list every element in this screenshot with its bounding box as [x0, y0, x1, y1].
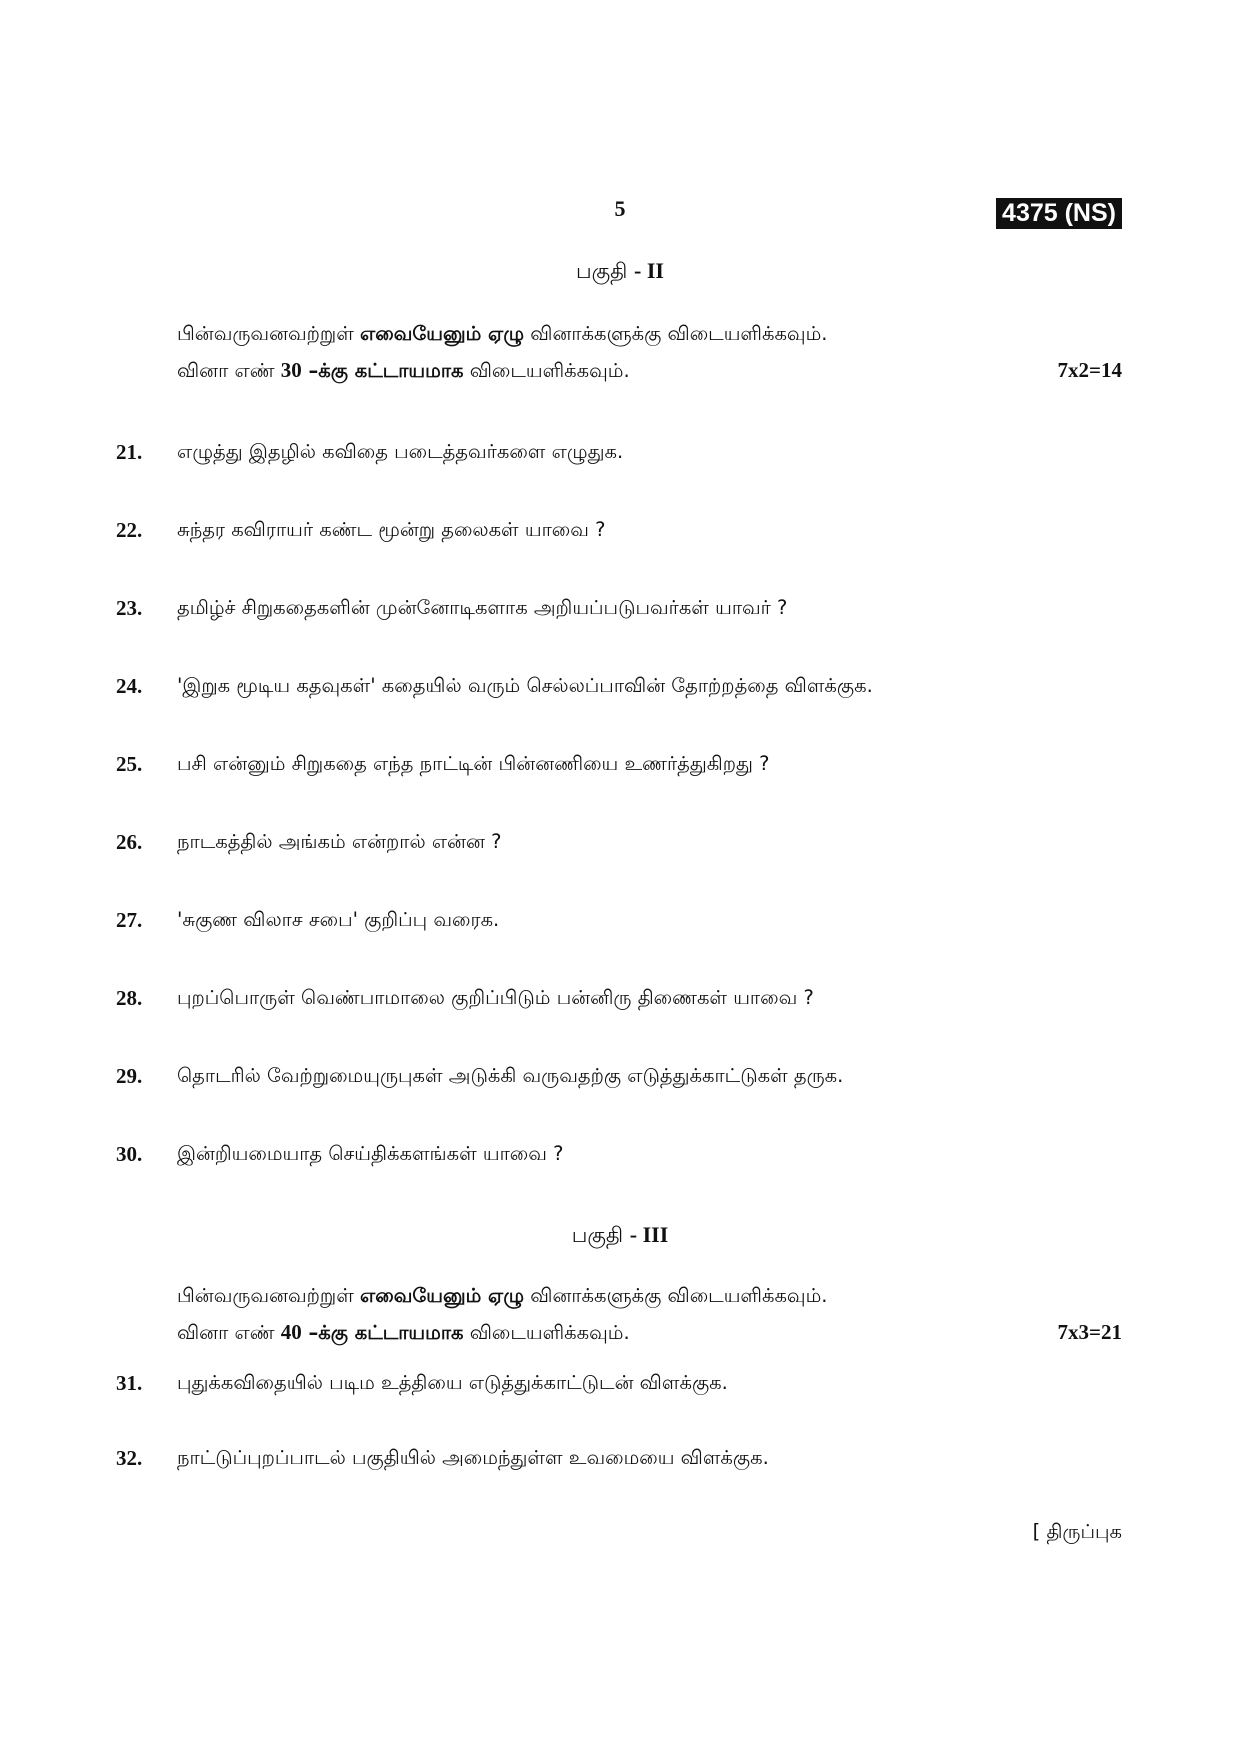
question-number: 29. — [116, 1064, 143, 1088]
turn-over-note: [ திருப்புக — [1032, 1520, 1122, 1543]
question-text: தொடரில் வேற்றுமையுருபுகள் அடுக்கி வருவதற்கு எடுத்துக்காட்டுகள் தருக. — [177, 1064, 844, 1087]
question-text: சுந்தர கவிராயர் கண்ட மூன்று தலைகள் யாவை ? — [177, 518, 606, 541]
question-number: 32. — [116, 1446, 143, 1470]
question-number: 31. — [116, 1371, 143, 1395]
compulsory-question-number: 40 — [280, 1320, 302, 1344]
instruction-emphasis: –க்கு கட்டாயமாக — [301, 359, 464, 382]
instruction-line-2 — [177, 352, 1122, 389]
section-3-instructions — [177, 1278, 1122, 1351]
instruction-emphasis: எவையேனும் ஏழு — [360, 322, 525, 345]
paper-code-badge: 4375 (NS) — [996, 198, 1122, 229]
question-text: தமிழ்ச் சிறுகதைகளின் முன்னோடிகளாக அறியப்படுபவர்கள் யாவர் ? — [177, 596, 788, 619]
instruction-line-1 — [177, 1278, 1122, 1314]
instruction-emphasis: –க்கு கட்டாயமாக — [301, 1321, 464, 1344]
question-text: 'சுகுண விலாச சபை' குறிப்பு வரைக. — [177, 908, 500, 931]
instruction-text: பின்வருவனவற்றுள் — [177, 1284, 361, 1307]
instruction-text: வினா எண் — [177, 1321, 281, 1344]
question-text: புதுக்கவிதையில் படிம உத்தியை எடுத்துக்காட்டுடன் விளக்குக. — [177, 1371, 728, 1394]
instruction-text: பின்வருவனவற்றுள் — [177, 322, 361, 345]
question-text: 'இறுக மூடிய கதவுகள்' கதையில் வரும் செல்லப்பாவின் தோற்றத்தை விளக்குக. — [177, 674, 873, 697]
question-number: 28. — [116, 986, 143, 1010]
question-text: இன்றியமையாத செய்திக்களங்கள் யாவை ? — [177, 1142, 564, 1165]
question-text: எழுத்து இதழில் கவிதை படைத்தவர்களை எழுதுக. — [177, 440, 624, 463]
section-title-part-2 — [0, 258, 1240, 286]
marks-scheme: 7x2=14 — [1057, 358, 1122, 382]
instruction-text: விடையளிக்கவும். — [463, 359, 630, 382]
section-title-roman: - II — [634, 258, 664, 283]
question-text: பசி என்னும் சிறுகதை எந்த நாட்டின் பின்னணியை உணர்த்துகிறது ? — [177, 752, 770, 775]
section-title-roman: - III — [629, 1222, 669, 1247]
question-number: 23. — [116, 596, 143, 620]
instruction-line-1 — [177, 316, 1122, 352]
question-number: 27. — [116, 908, 143, 932]
question-number: 25. — [116, 752, 143, 776]
section-title-part-3 — [0, 1222, 1240, 1250]
question-text: புறப்பொருள் வெண்பாமாலை குறிப்பிடும் பன்னிரு திணைகள் யாவை ? — [177, 986, 814, 1009]
instruction-emphasis: எவையேனும் ஏழு — [360, 1284, 525, 1307]
instruction-text: வினாக்களுக்கு விடையளிக்கவும். — [524, 1284, 828, 1307]
section-title-word: பகுதி — [571, 1223, 624, 1247]
page-number: 5 — [614, 196, 626, 221]
question-number: 22. — [116, 518, 143, 542]
marks-scheme: 7x3=21 — [1057, 1320, 1122, 1344]
section-title-word: பகுதி — [575, 259, 628, 283]
question-number: 30. — [116, 1142, 143, 1166]
instruction-text: வினாக்களுக்கு விடையளிக்கவும். — [524, 322, 828, 345]
compulsory-question-number: 30 — [280, 358, 302, 382]
instruction-text: வினா எண் — [177, 359, 281, 382]
section-2-instructions — [177, 316, 1122, 389]
question-text: நாடகத்தில் அங்கம் என்றால் என்ன ? — [177, 830, 502, 853]
instruction-line-2 — [177, 1314, 1122, 1351]
question-number: 24. — [116, 674, 143, 698]
question-text: நாட்டுப்புறப்பாடல் பகுதியில் அமைந்துள்ள உவமையை விளக்குக. — [177, 1446, 769, 1469]
question-number: 21. — [116, 440, 143, 464]
instruction-text: விடையளிக்கவும். — [463, 1321, 630, 1344]
question-number: 26. — [116, 830, 143, 854]
